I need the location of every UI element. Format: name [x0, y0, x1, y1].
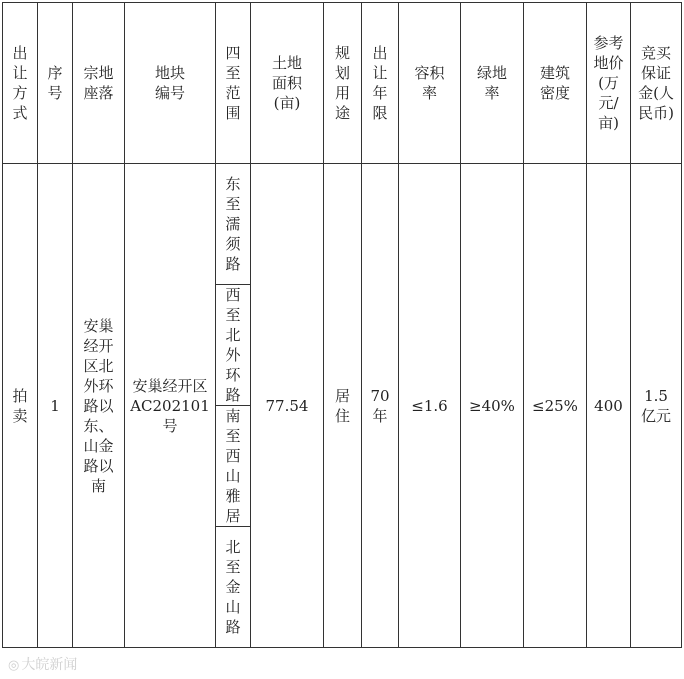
header-method: 出让方式	[3, 3, 38, 164]
cell-far: ≤1.6	[399, 164, 461, 648]
cell-seq: 1	[38, 164, 73, 648]
cell-parcel-id: 安巢经开区AC202101号	[125, 164, 216, 648]
header-seq: 序号	[38, 3, 73, 164]
header-parcel-id: 地块编号	[125, 3, 216, 164]
watermark	[8, 654, 77, 674]
cell-density: ≤25%	[524, 164, 587, 648]
cell-green: ≥40%	[461, 164, 524, 648]
header-deposit: 竞买保证金(人民币)	[631, 3, 682, 164]
cell-boundary-west: 西至北外环路	[216, 285, 251, 406]
header-location: 宗地座落	[73, 3, 125, 164]
cell-location: 安巢经开区北外环路以东、山金路以南	[73, 164, 125, 648]
header-use: 规划用途	[324, 3, 362, 164]
header-term: 出让年限	[362, 3, 399, 164]
cell-ref-price: 400	[587, 164, 631, 648]
header-green: 绿地率	[461, 3, 524, 164]
header-boundaries: 四至范围	[216, 3, 251, 164]
header-far: 容积率	[399, 3, 461, 164]
weibo-icon: ◎	[8, 658, 20, 673]
cell-boundary-south: 南至西山雅居	[216, 406, 251, 527]
cell-boundary-north: 北至金山路	[216, 527, 251, 648]
watermark-text: 大皖新闻	[21, 657, 78, 673]
header-area: 土地面积(亩)	[251, 3, 324, 164]
table-row	[3, 164, 682, 285]
cell-use: 居住	[324, 164, 362, 648]
cell-method: 拍卖	[3, 164, 38, 648]
cell-term: 70年	[362, 164, 399, 648]
cell-boundary-east: 东至濡须路	[216, 164, 251, 285]
cell-area: 77.54	[251, 164, 324, 648]
header-ref-price: 参考地价(万元/亩)	[587, 3, 631, 164]
land-auction-table	[2, 2, 682, 648]
header-row	[3, 3, 682, 164]
cell-deposit: 1.5亿元	[631, 164, 682, 648]
header-density: 建筑密度	[524, 3, 587, 164]
